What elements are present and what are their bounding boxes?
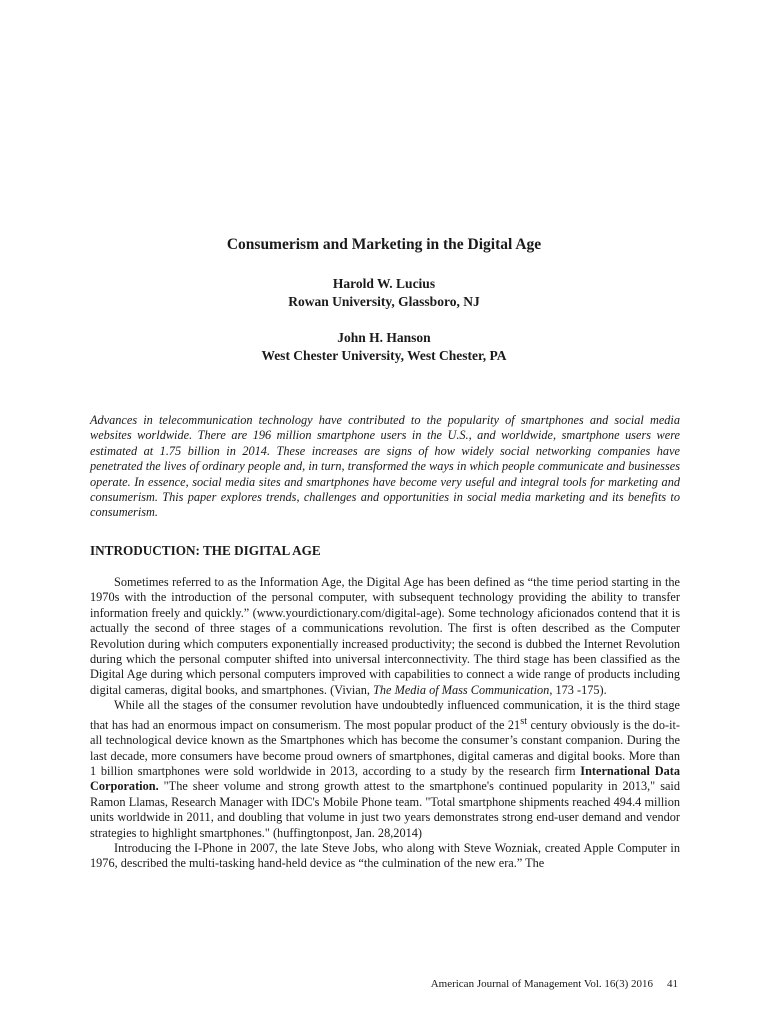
author-affiliation: West Chester University, West Chester, PA <box>261 348 507 363</box>
paragraph: Introducing the I-Phone in 2007, the late Steve Jobs, who along with Steve Wozniak, created Apple Computer in 1976, described the multi-tasking hand-held device as “the culmination of the new era.” The <box>90 841 680 871</box>
author-name: Harold W. Lucius <box>332 276 436 291</box>
paragraph-text: While all the stages of the consumer revolution have undoubtedly influenced communication, it is the third stage that has had an enormous impact on consumerism. The most popular product of the 21 <box>90 698 680 732</box>
paper-title: Consumerism and Marketing in the Digital Age <box>226 236 542 253</box>
section-heading: INTRODUCTION: THE DIGITAL AGE <box>90 543 321 558</box>
body-text <box>90 575 680 872</box>
author-list <box>0 275 768 365</box>
author-name: John H. Hanson <box>337 330 431 345</box>
bold-term: International Data Corporation. <box>90 763 680 794</box>
author-affiliation: Rowan University, Glassboro, NJ <box>288 294 480 309</box>
author-block <box>0 275 768 311</box>
paragraph <box>90 698 680 841</box>
page-footer <box>0 978 678 990</box>
abstract: Advances in telecommunication technology have contributed to the popularity of smartphones and social media websites worldwide. There are 196 million smartphone users in the U.S., and worldwide, smartphone users were estimated at 1.75 billion in 2014. These increases are signs of how widely social networking companies have penetrated the lives of ordinary people and, in turn, transformed the ways in which people communicate and businesses operate. In essence, social media sites and smartphones have become very useful and integral tools for marketing and consumerism. This paper explores trends, challenges and opportunities in social media marketing and its benefits to consumerism. <box>90 413 680 520</box>
superscript: st <box>520 715 528 727</box>
paragraph-text: "The sheer volume and strong growth attest to the smartphone's continued popularity in 2013," said Ramon Llamas, Research Manager with IDC's Mobile Phone team. "Total smartphone shipments reached 494.4 million units worldwide in 2011, and doubling that volume in just two years demonstrates strong end-user demand and vendor strategies to highlight smartphones." (huffingtonpost, Jan. 28,2014) <box>90 779 680 840</box>
citation-title: The Media of Mass Communication <box>373 682 550 697</box>
paragraph-text: Sometimes referred to as the Information Age, the Digital Age has been defined as “the time period starting in the 1970s with the introduction of the personal computer, with subsequent technology providing the ability to transfer information freely and quickly.” (www.yourdictionary.com/digital-age). Some technology aficionados contend that it is actually the second of three stages of a communications revolution. The first is often described as the Computer Revolution during which computers exponentially increased productivity; the second is dubbed the Internet Revolution during which the personal computer shifted into universal interconnectivity. The third stage has been classified as the Digital Age during which personal computers improved with capabilities to connect a wide range of products including digital cameras, digital books, and smartphones. (Vivian, <box>90 575 680 697</box>
journal-citation: American Journal of Management Vol. 16(3) 2016 <box>430 978 653 990</box>
page-number: 41 <box>667 978 678 990</box>
paragraph <box>90 575 680 698</box>
author-block <box>0 329 768 365</box>
paragraph-text: century obviously is the do-it-all technological device known as the Smartphones which has become the consumer’s constant companion. During the last decade, more consumers have become proud owners of smartphones, digital cameras and digital books. More than 1 billion smartphones were sold worldwide in 2013, according to a study by the research firm <box>90 717 680 778</box>
paragraph-text: , 173 -175). <box>549 682 607 697</box>
